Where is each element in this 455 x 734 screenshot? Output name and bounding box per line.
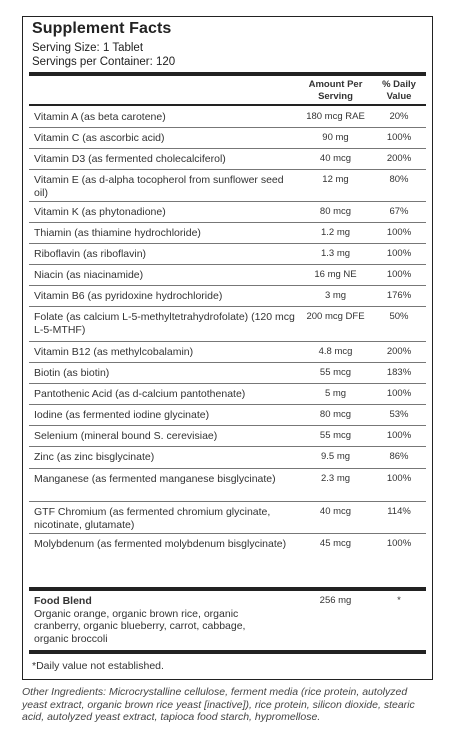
nutrient-daily-value: 100% [386,248,412,259]
nutrient-row [29,169,426,202]
nutrient-row [29,404,426,426]
nutrient-name: Folate (as calcium L-5-methyltetrahydrofolate) (120 mcg L-5-MTHF) [34,311,295,336]
nutrient-row [29,501,426,534]
nutrient-name: Vitamin B12 (as methylcobalamin) [34,346,194,358]
supplement-facts-panel [22,16,433,680]
nutrient-name: Vitamin E (as d-alpha tocopherol from sunflower seed oil) [34,174,284,199]
nutrient-daily-value: 100% [386,132,412,143]
other-ingredients: Other Ingredients: Microcrystalline cellulose, ferment media (rice protein, autolyzed yeast extract, organic brown rice yeast [inactive]), rice protein, silicon dioxide, stearic acid, autolyzed yeast extract, tapioca food starch, hypromellose. [22,686,415,723]
nutrient-row [29,362,426,384]
nutrient-row [29,285,426,307]
nutrient-name: Vitamin D3 (as fermented cholecalciferol) [34,153,226,165]
nutrient-amount: 1.3 mg [320,248,351,259]
nutrient-name: Biotin (as biotin) [34,367,110,379]
nutrient-amount: 45 mcg [319,538,352,549]
header-divider [29,72,426,76]
food-blend-dv: * [397,595,401,606]
nutrient-row [29,107,426,127]
servings-per-container: Servings per Container: 120 [32,56,176,68]
nutrient-daily-value: 100% [386,430,412,441]
food-blend-title: Food Blend [34,595,92,607]
nutrient-amount: 55 mcg [319,430,352,441]
nutrient-daily-value: 100% [386,388,412,399]
nutrient-daily-value: 100% [386,473,412,484]
footnote-divider [29,650,426,654]
nutrient-amount: 55 mcg [319,367,352,378]
nutrient-daily-value: 100% [386,227,412,238]
nutrient-daily-value: 100% [386,538,412,549]
nutrient-amount: 180 mcg RAE [306,111,365,122]
footnote: *Daily value not established. [32,660,164,672]
nutrient-name: Vitamin B6 (as pyridoxine hydrochloride) [34,290,223,302]
nutrient-name: Niacin (as niacinamide) [34,269,144,281]
nutrient-row [29,222,426,244]
nutrient-daily-value: 114% [387,506,411,517]
serving-size: Serving Size: 1 Tablet [32,42,144,54]
food-blend-text [34,595,299,645]
nutrient-daily-value: 100% [386,269,412,280]
nutrient-amount: 200 mcg DFE [306,311,365,322]
nutrient-amount: 40 mcg [319,153,352,164]
nutrient-row [29,341,426,363]
nutrient-amount: 16 mg NE [314,269,357,280]
table-header-divider [29,104,426,106]
food-blend-description: Organic orange, organic brown rice, organic cranberry, organic blueberry, carrot, cabbage, organic broccoli [34,607,246,645]
nutrient-row [29,383,426,405]
nutrient-daily-value: 50% [389,311,409,322]
nutrient-row [29,127,426,149]
nutrient-amount: 3 mg [324,290,347,301]
nutrient-row [29,425,426,447]
nutrient-daily-value: 53% [389,409,409,420]
nutrient-name: Riboflavin (as riboflavin) [34,248,147,260]
nutrient-amount: 80 mcg [319,409,352,420]
nutrient-amount: 9.5 mg [320,451,351,462]
nutrient-name: Pantothenic Acid (as d-calcium pantothenate) [34,388,246,400]
nutrient-amount: 1.2 mg [320,227,351,238]
nutrient-name: Thiamin (as thiamine hydrochloride) [34,227,201,239]
nutrient-daily-value: 176% [386,290,412,301]
nutrient-row [29,533,426,568]
food-blend-amount: 256 mg [319,595,352,606]
nutrient-row [29,201,426,223]
daily-value-header: % Daily Value [382,79,416,102]
nutrient-name: Vitamin C (as ascorbic acid) [34,132,165,144]
nutrient-row [29,446,426,469]
amount-per-serving-header: Amount Per Serving [308,79,363,102]
nutrient-amount: 80 mcg [319,206,352,217]
nutrient-row [29,306,426,342]
nutrient-row [29,243,426,265]
nutrient-daily-value: 200% [386,346,412,357]
nutrient-amount: 40 mcg [319,506,352,517]
food-blend-row [29,591,426,651]
nutrient-amount: 90 mg [322,132,349,143]
nutrient-row [29,468,426,502]
nutrient-daily-value: 20% [389,111,409,122]
nutrient-name: Vitamin K (as phytonadione) [34,206,166,218]
nutrient-name: Selenium (mineral bound S. cerevisiae) [34,430,218,442]
nutrient-amount: 4.8 mcg [318,346,353,357]
nutrient-name: Zinc (as zinc bisglycinate) [34,451,155,463]
nutrient-daily-value: 67% [389,206,409,217]
nutrient-amount: 12 mg [322,174,349,185]
nutrient-daily-value: 200% [386,153,412,164]
nutrient-row [29,148,426,170]
nutrient-amount: 5 mg [324,388,347,399]
nutrient-name: Manganese (as fermented manganese bisglycinate) [34,473,276,485]
nutrient-daily-value: 80% [389,174,409,185]
nutrient-daily-value: 86% [389,451,409,462]
nutrient-daily-value: 183% [386,367,412,378]
nutrient-row [29,264,426,286]
nutrient-name: Molybdenum (as fermented molybdenum bisglycinate) [34,538,287,550]
panel-title: Supplement Facts [32,20,172,37]
nutrient-name: Vitamin A (as beta carotene) [34,111,166,123]
nutrient-amount: 2.3 mg [320,473,351,484]
nutrient-name: Iodine (as fermented iodine glycinate) [34,409,210,421]
nutrient-name: GTF Chromium (as fermented chromium glycinate, nicotinate, glutamate) [34,506,271,531]
